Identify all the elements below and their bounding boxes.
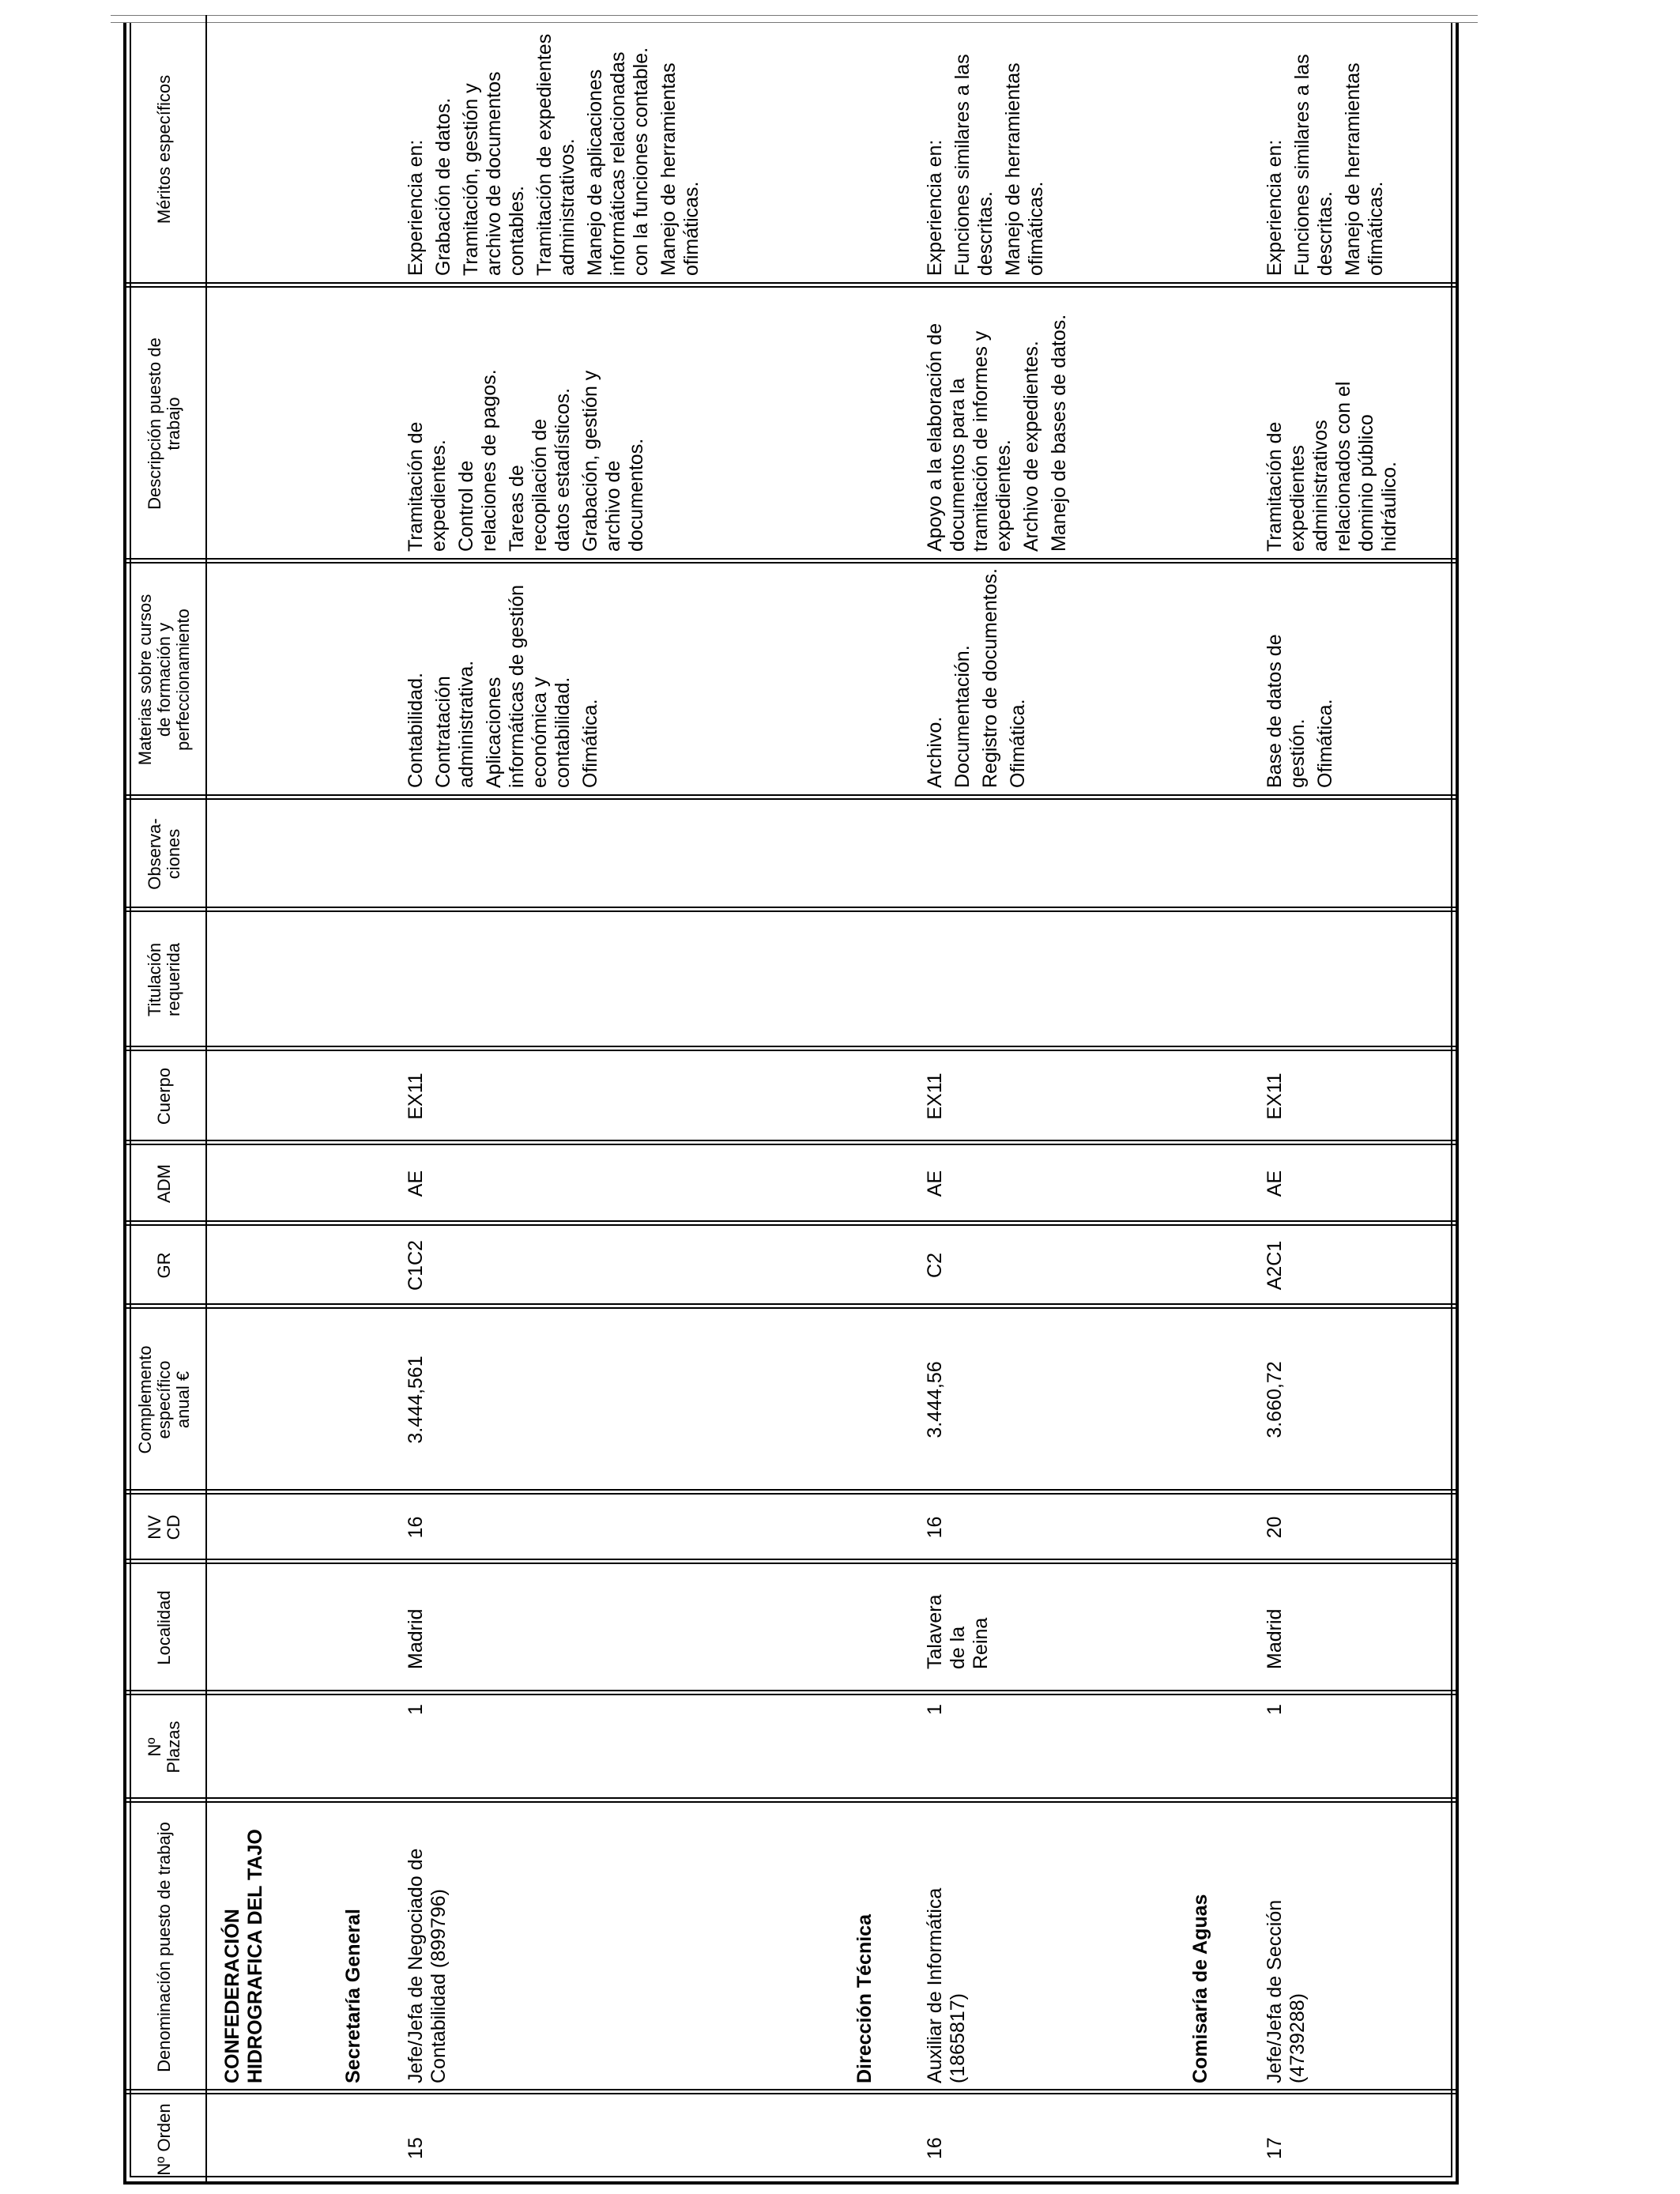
positions-table: [123, 15, 1459, 2185]
row-localidad: Madrid: [405, 1608, 427, 1669]
merito-item: Experiencia en:: [1264, 139, 1286, 276]
row-gr: A2C1: [1264, 1240, 1286, 1291]
row-denominacion: Jefe/Jefa de Negociado de Contabilidad (899796): [405, 1848, 450, 2083]
row-complemento: 3.660,72: [1264, 1361, 1286, 1438]
materia-item: Ofimática.: [1007, 699, 1029, 788]
row-adm: AE: [1264, 1170, 1286, 1197]
col-rule: [123, 2089, 1459, 2094]
row-meritos: [405, 29, 703, 276]
col-rule: [123, 1489, 1459, 1495]
descripcion-item: Control de relaciones de pagos.: [455, 369, 500, 552]
header-separator: [205, 15, 207, 2185]
materia-item: Registro de documentos.: [979, 568, 1001, 788]
row-meritos: [924, 29, 1048, 276]
col-rule: [123, 1140, 1459, 1145]
header-meritos: Méritos específicos: [154, 74, 174, 224]
descripcion-item: Tramitación de expedientes administrativos relacionados con el dominio público hidráulico.: [1264, 381, 1400, 552]
descripcion-item: Apoyo a la elaboración de documentos para la tramitación de informes y expedientes.: [924, 322, 1015, 552]
row-materias: [924, 565, 1030, 788]
header-gr: GR: [154, 1252, 174, 1279]
row-descripcion: [405, 368, 648, 552]
row-nvcd: 16: [405, 1516, 427, 1539]
materia-item: Contabilidad.: [405, 673, 427, 788]
merito-item: Manejo de aplicaciones informáticas relacionadas con la funciones contable.: [584, 47, 652, 276]
row-cuerpo: EX11: [1264, 1072, 1286, 1120]
merito-item: Grabación de datos.: [432, 97, 454, 276]
merito-item: Funciones similares a las descritas.: [1291, 54, 1336, 276]
descripcion-item: Tramitación de expedientes.: [405, 421, 450, 552]
header-materias: Materias sobre cursos de formación y perfeccionamiento: [135, 594, 193, 766]
row-complemento: 3.444,561: [405, 1355, 427, 1444]
materia-item: Base de datos de gestión.: [1264, 634, 1309, 788]
row-adm: AE: [405, 1170, 427, 1197]
row-nvcd: 20: [1264, 1516, 1286, 1539]
header-observaciones: Observa-ciones: [145, 818, 183, 890]
header-plazas: Nº Plazas: [145, 1721, 183, 1774]
col-rule: [123, 1303, 1459, 1309]
row-materias: [405, 565, 602, 788]
materia-item: Archivo.: [924, 716, 946, 788]
merito-item: Experiencia en:: [924, 139, 946, 276]
row-cuerpo: EX11: [405, 1072, 427, 1120]
row-plazas: 1: [1264, 1704, 1286, 1715]
header-adm: ADM: [154, 1164, 174, 1203]
merito-item: Manejo de herramientas ofimáticas.: [1342, 62, 1387, 276]
col-rule: [123, 907, 1459, 912]
row-nvcd: 16: [924, 1516, 946, 1539]
header-descripcion: Descripción puesto de trabajo: [145, 337, 183, 510]
header-orden: Nº Orden: [154, 2103, 174, 2176]
col-rule: [123, 1559, 1459, 1564]
merito-item: Funciones similares a las descritas.: [951, 54, 996, 276]
row-denominacion: Auxiliar de Informática (1865817): [924, 1887, 969, 2083]
row-descripcion: [1264, 378, 1401, 552]
row-localidad: Madrid: [1264, 1608, 1286, 1669]
header-localidad: Localidad: [154, 1590, 174, 1665]
row-localidad: Talavera de la Reina: [924, 1594, 992, 1669]
row-orden: 16: [924, 2137, 946, 2159]
row-plazas: 1: [405, 1704, 427, 1715]
descripcion-item: Tareas de recopilación de datos estadísticos.: [506, 387, 574, 552]
materia-item: Ofimática.: [579, 699, 601, 788]
row-denominacion: Jefe/Jefa de Sección (4739288): [1264, 1899, 1309, 2083]
col-rule: [123, 794, 1459, 800]
header-cuerpo: Cuerpo: [154, 1067, 174, 1125]
row-cuerpo: EX11: [924, 1072, 946, 1120]
col-rule: [123, 1690, 1459, 1695]
col-rule: [123, 1797, 1459, 1803]
row-descripcion: [924, 289, 1071, 552]
materia-item: Aplicaciones informáticas de gestión económica y contabilidad.: [483, 584, 574, 788]
header-complemento: Complemento específico anual €: [135, 1345, 193, 1454]
unit-title: Comisaría de Aguas: [1189, 1894, 1211, 2083]
col-rule: [123, 1220, 1459, 1226]
materia-item: Ofimática.: [1314, 699, 1336, 788]
merito-item: Tramitación, gestión y archivo de documentos contables.: [460, 71, 528, 276]
row-adm: AE: [924, 1170, 946, 1197]
header-denominacion: Denominación puesto de trabajo: [154, 1822, 174, 2072]
merito-item: Tramitación de expedientes administrativos.: [533, 33, 578, 276]
col-rule: [123, 558, 1459, 564]
row-gr: C2: [924, 1253, 946, 1278]
row-meritos: [1264, 29, 1388, 276]
row-materias: [1264, 598, 1337, 788]
col-rule: [123, 1046, 1459, 1051]
descripcion-item: Archivo de expedientes.: [1020, 341, 1042, 552]
row-plazas: 1: [924, 1704, 946, 1715]
col-rule: [123, 282, 1459, 288]
row-gr: C1C2: [405, 1240, 427, 1291]
header-nvcd: NV CD: [145, 1514, 183, 1540]
unit-title: Dirección Técnica: [853, 1914, 876, 2083]
row-orden: 15: [405, 2137, 427, 2159]
descripcion-item: Grabación, gestión y archivo de documentos.: [579, 370, 647, 552]
materia-item: Contratación administrativa.: [432, 660, 477, 788]
merito-item: Manejo de herramientas ofimáticas.: [1002, 62, 1047, 276]
row-complemento: 3.444,56: [924, 1361, 946, 1438]
merito-item: Manejo de herramientas ofimáticas.: [657, 62, 703, 276]
header-titulacion: Titulación requerida: [145, 942, 183, 1017]
row-orden: 17: [1264, 2137, 1286, 2159]
unit-title: Secretaría General: [342, 1909, 364, 2083]
merito-item: Experiencia en:: [405, 139, 427, 276]
descripcion-item: Manejo de bases de datos.: [1048, 314, 1070, 552]
organism-title: CONFEDERACIÓN HIDROGRAFICA DEL TAJO: [221, 1829, 266, 2083]
materia-item: Documentación.: [951, 645, 974, 788]
